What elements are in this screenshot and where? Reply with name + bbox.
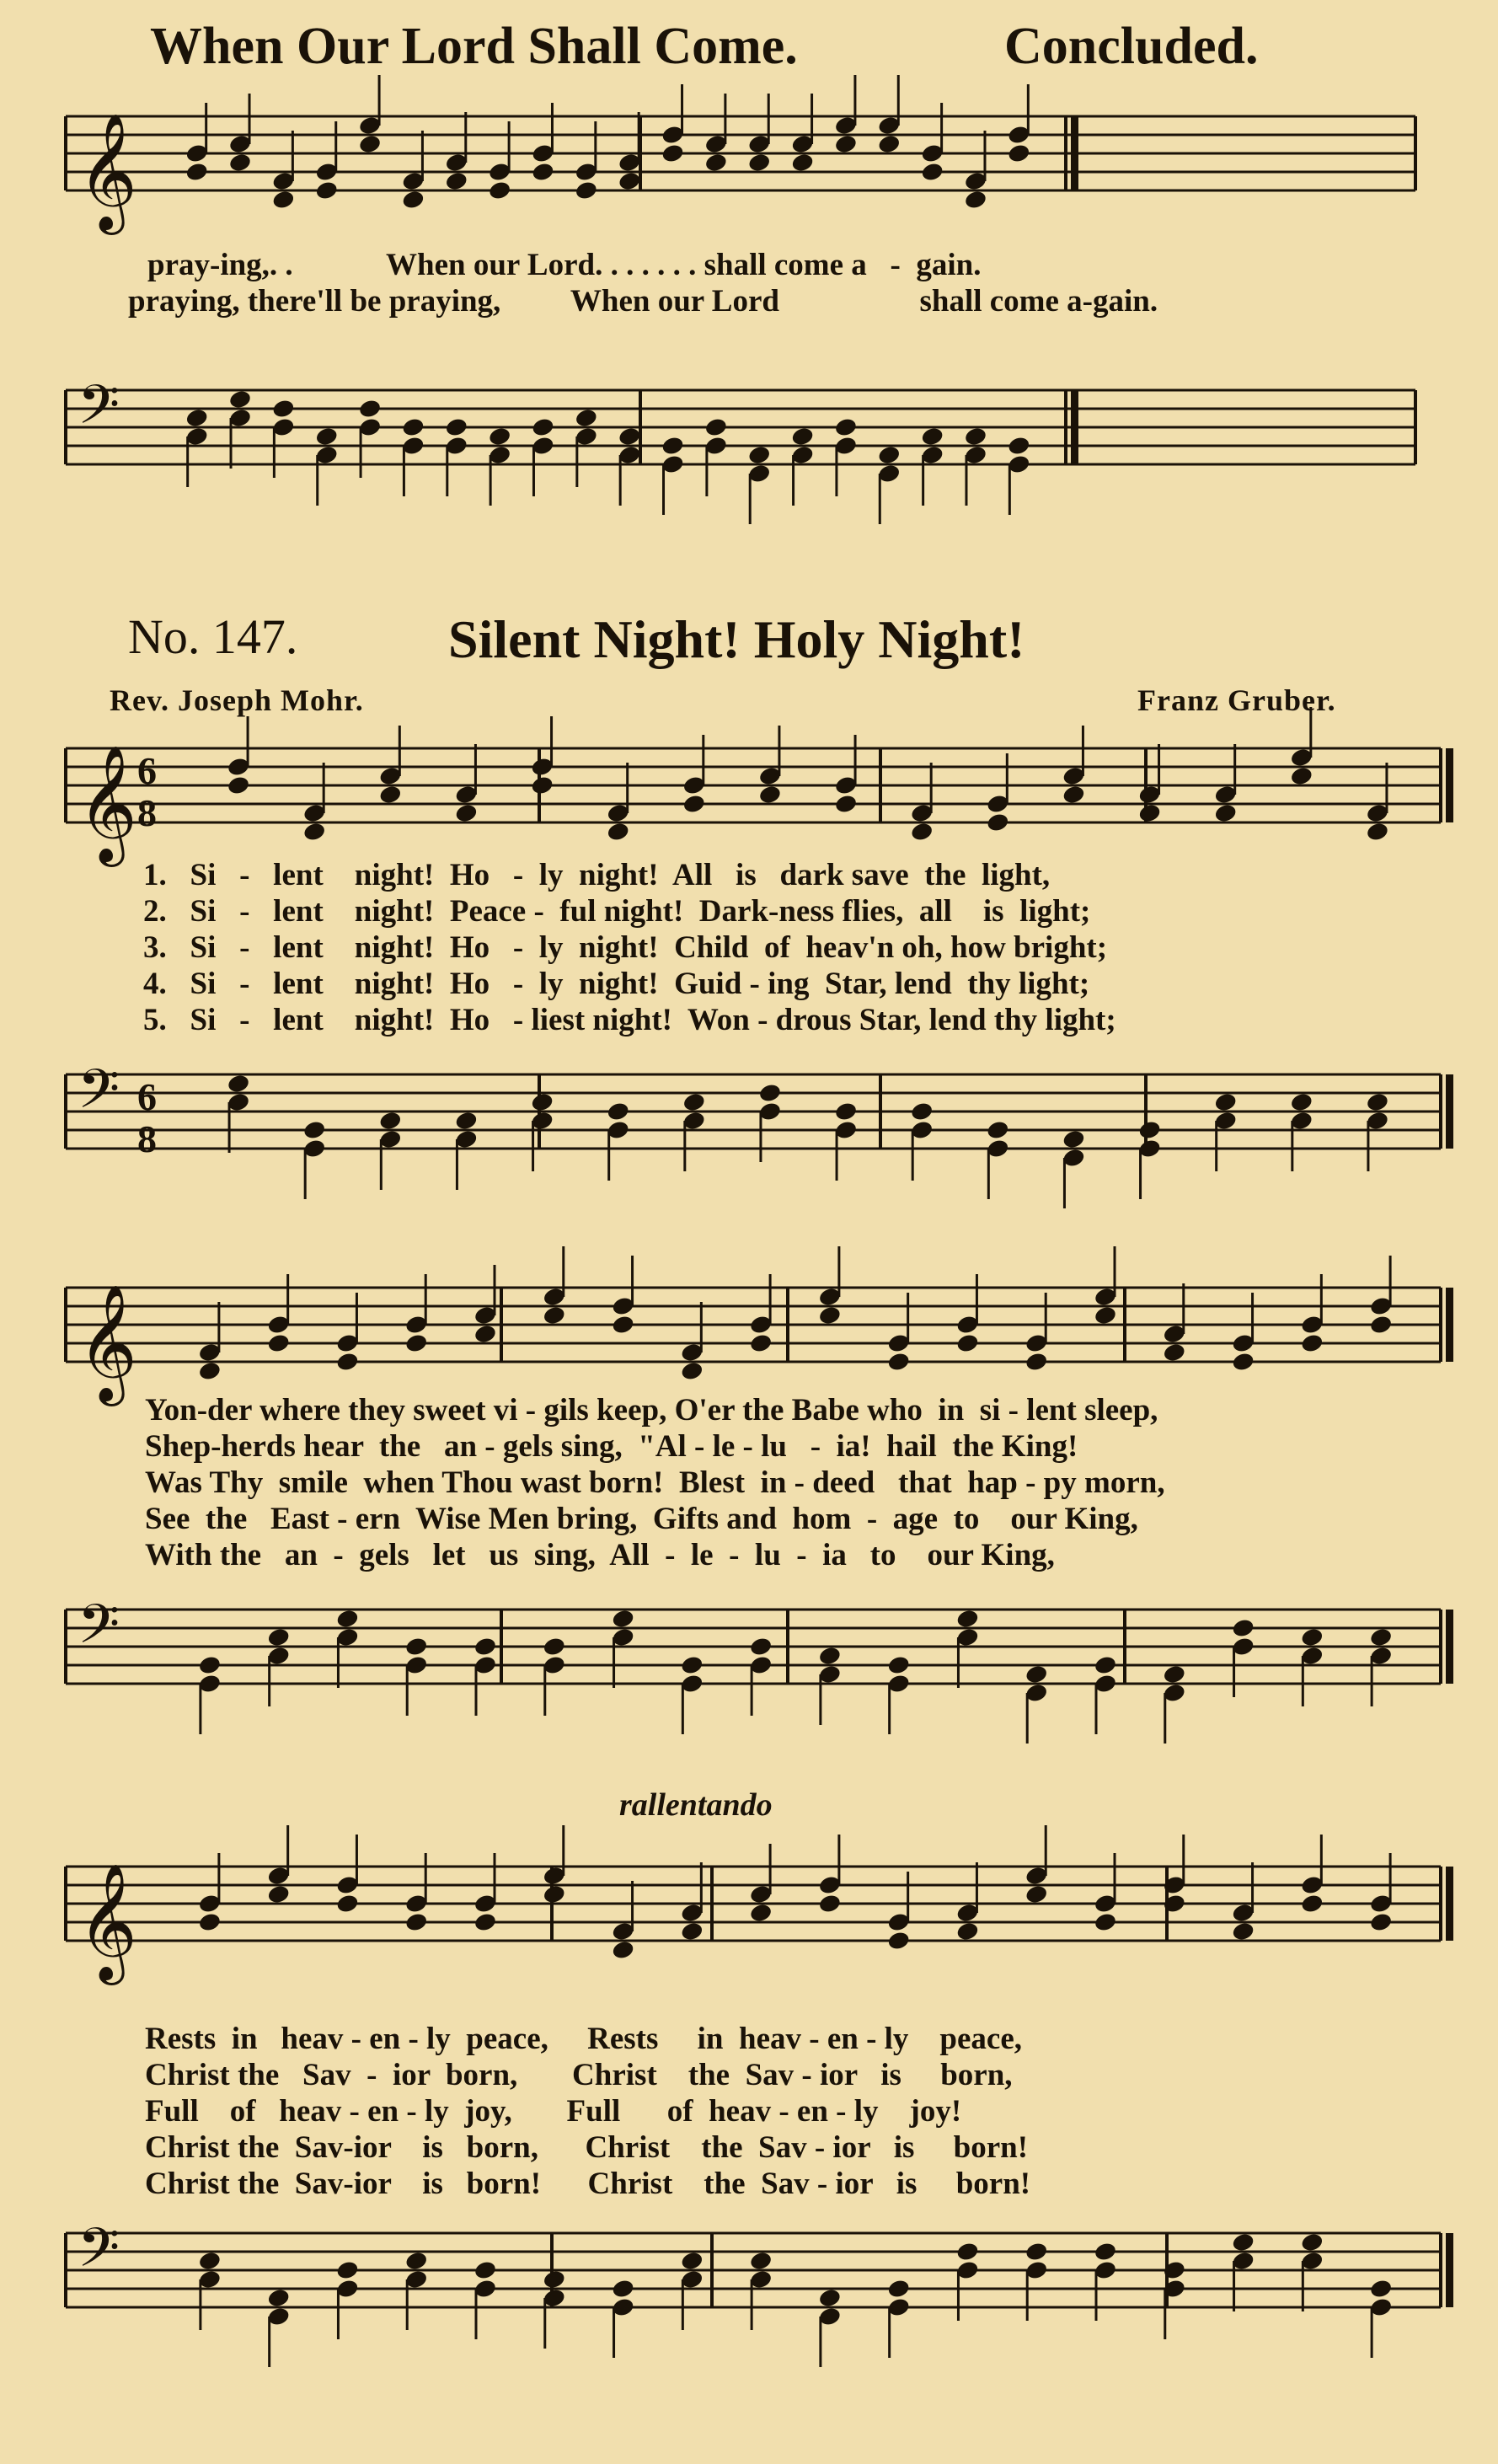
svg-text:𝄢: 𝄢 bbox=[78, 374, 120, 450]
top-lyric-line-1: pray-ing,. . When our Lord. . . . . . . shall come a - gain. bbox=[147, 248, 982, 282]
system2-bass-staff bbox=[0, 1584, 1498, 1711]
composer-credit: Franz Gruber. bbox=[1137, 683, 1336, 717]
system2-verse-5: With the an - gels let us sing, All - le - lu - ia to our King, bbox=[145, 1538, 1055, 1572]
svg-text:𝄞: 𝄞 bbox=[78, 1284, 137, 1401]
system1-verse-2: 2. Si - lent night! Peace - ful night! Dark-ness flies, all is light; bbox=[143, 894, 1091, 929]
svg-text:𝄢: 𝄢 bbox=[78, 2217, 120, 2293]
system1-verse-3: 3. Si - lent night! Ho - ly night! Child of heav'n oh, how bright; bbox=[143, 930, 1108, 965]
system3-bass-staff bbox=[0, 2208, 1498, 2334]
system1-treble-staff bbox=[0, 733, 1498, 860]
section-concluded: Concluded. bbox=[1004, 18, 1259, 75]
svg-text:8: 8 bbox=[137, 791, 157, 834]
system2-verse-1: Yon-der where they sweet vi - gils keep, O'er the Babe who in si - lent sleep, bbox=[145, 1393, 1158, 1428]
system1-bass-staff bbox=[0, 1049, 1498, 1176]
system1-verse-5: 5. Si - lent night! Ho - liest night! Won - drous Star, lend thy light; bbox=[143, 1003, 1116, 1037]
top-lyric-line-2: praying, there'll be praying, When our Lord shall come a-gain. bbox=[128, 284, 1158, 319]
system3-verse-3: Full of heav - en - ly joy, Full of heav - en - ly joy! bbox=[145, 2094, 962, 2129]
system2-verse-4: See the East - ern Wise Men bring, Gifts and hom - age to our King, bbox=[145, 1502, 1138, 1536]
lyricist-credit: Rev. Joseph Mohr. bbox=[110, 683, 364, 717]
system1-verse-1: 1. Si - lent night! Ho - ly night! All is dark save the light, bbox=[143, 858, 1051, 892]
svg-text:𝄢: 𝄢 bbox=[78, 1594, 120, 1669]
system2-treble-staff bbox=[0, 1272, 1498, 1399]
svg-text:𝄞: 𝄞 bbox=[78, 113, 137, 230]
system1-verse-4: 4. Si - lent night! Ho - ly night! Guid - ing Star, lend thy light; bbox=[143, 967, 1090, 1001]
system3-treble-staff bbox=[0, 1841, 1498, 1980]
top-treble-staff bbox=[0, 93, 1498, 236]
top-bass-staff bbox=[0, 367, 1498, 510]
svg-text:𝄞: 𝄞 bbox=[78, 745, 137, 862]
svg-text:𝄞: 𝄞 bbox=[78, 1863, 137, 1980]
system3-verse-1: Rests in heav - en - ly peace, Rests in heav - en - ly peace, bbox=[145, 2022, 1023, 2056]
svg-text:6: 6 bbox=[137, 1075, 157, 1118]
hymn-title: Silent Night! Holy Night! bbox=[448, 609, 1025, 669]
svg-text:𝄢: 𝄢 bbox=[78, 1058, 120, 1134]
hymn-number: No. 147. bbox=[128, 609, 298, 664]
system3-verse-2: Christ the Sav - ior born, Christ the Sav - ior is born, bbox=[145, 2058, 1013, 2092]
system3-verse-4: Christ the Sav-ior is born, Christ the Sav - ior is born! bbox=[145, 2130, 1029, 2165]
svg-text:8: 8 bbox=[137, 1117, 157, 1160]
svg-text:6: 6 bbox=[137, 749, 157, 792]
section-title: When Our Lord Shall Come. bbox=[150, 18, 798, 75]
tempo-marking: rallentando bbox=[619, 1787, 773, 1823]
system2-verse-2: Shep-herds hear the an - gels sing, "Al - le - lu - ia! hail the King! bbox=[145, 1429, 1078, 1464]
system3-verse-5: Christ the Sav-ior is born! Christ the Sav - ior is born! bbox=[145, 2167, 1031, 2201]
system2-verse-3: Was Thy smile when Thou wast born! Blest in - deed that hap - py morn, bbox=[145, 1465, 1165, 1500]
